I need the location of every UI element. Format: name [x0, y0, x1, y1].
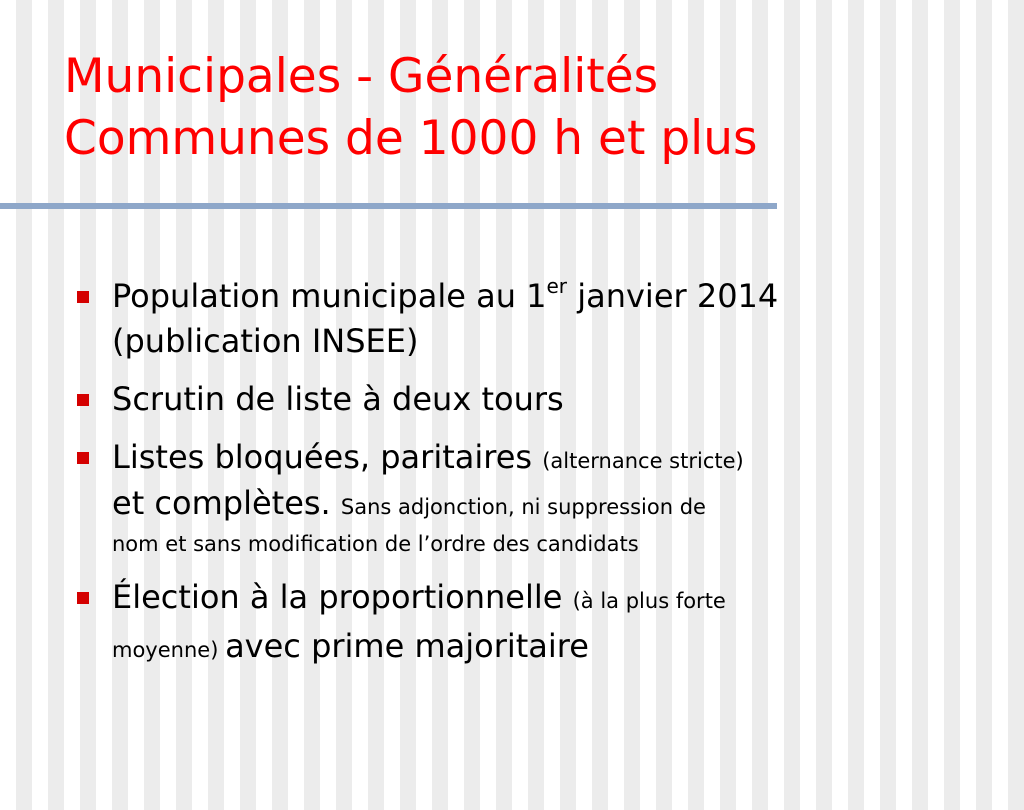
bullet-list: [0, 274, 1024, 686]
bullet-item-scrutin: [0, 377, 1024, 422]
bullet-text: Élection à la proportionnelle: [112, 578, 573, 616]
bullet-note: nom et sans modification de l’ordre des candidats: [112, 532, 639, 556]
bullet-line: (publication INSEE): [112, 322, 419, 360]
bullet-text: janvier 2014: [567, 277, 779, 315]
bullet-note: (alternance stricte): [542, 449, 744, 473]
bullet-text: avec prime majoritaire: [225, 627, 589, 665]
slide-title: [64, 46, 1004, 170]
bullet-item-population: [0, 274, 1024, 364]
square-bullet-icon: [77, 291, 89, 303]
square-bullet-icon: [77, 394, 89, 406]
square-bullet-icon: [77, 452, 89, 464]
bullet-note: moyenne): [112, 638, 226, 662]
bullet-text: Population municipale au 1: [112, 277, 547, 315]
bullet-item-listes: [0, 435, 1024, 562]
bullet-text: et complètes.: [112, 484, 341, 522]
title-line-2: Communes de 1000 h et plus: [64, 111, 758, 166]
title-line-1: Municipales - Généralités: [64, 49, 659, 104]
bullet-text: Listes bloquées, paritaires: [112, 438, 543, 476]
bullet-note: (à la plus forte: [572, 589, 726, 613]
bullet-line: [112, 484, 964, 526]
bullet-line: [112, 435, 964, 484]
bullet-line: Scrutin de liste à deux tours: [112, 380, 564, 418]
bullet-line: [112, 575, 964, 624]
title-divider: [0, 203, 777, 209]
bullet-line: [112, 274, 964, 319]
bullet-superscript: er: [546, 274, 568, 298]
bullet-item-election: [0, 575, 1024, 673]
square-bullet-icon: [77, 592, 89, 604]
bullet-line: [112, 624, 964, 673]
bullet-note: Sans adjonction, ni suppression de: [340, 495, 706, 519]
